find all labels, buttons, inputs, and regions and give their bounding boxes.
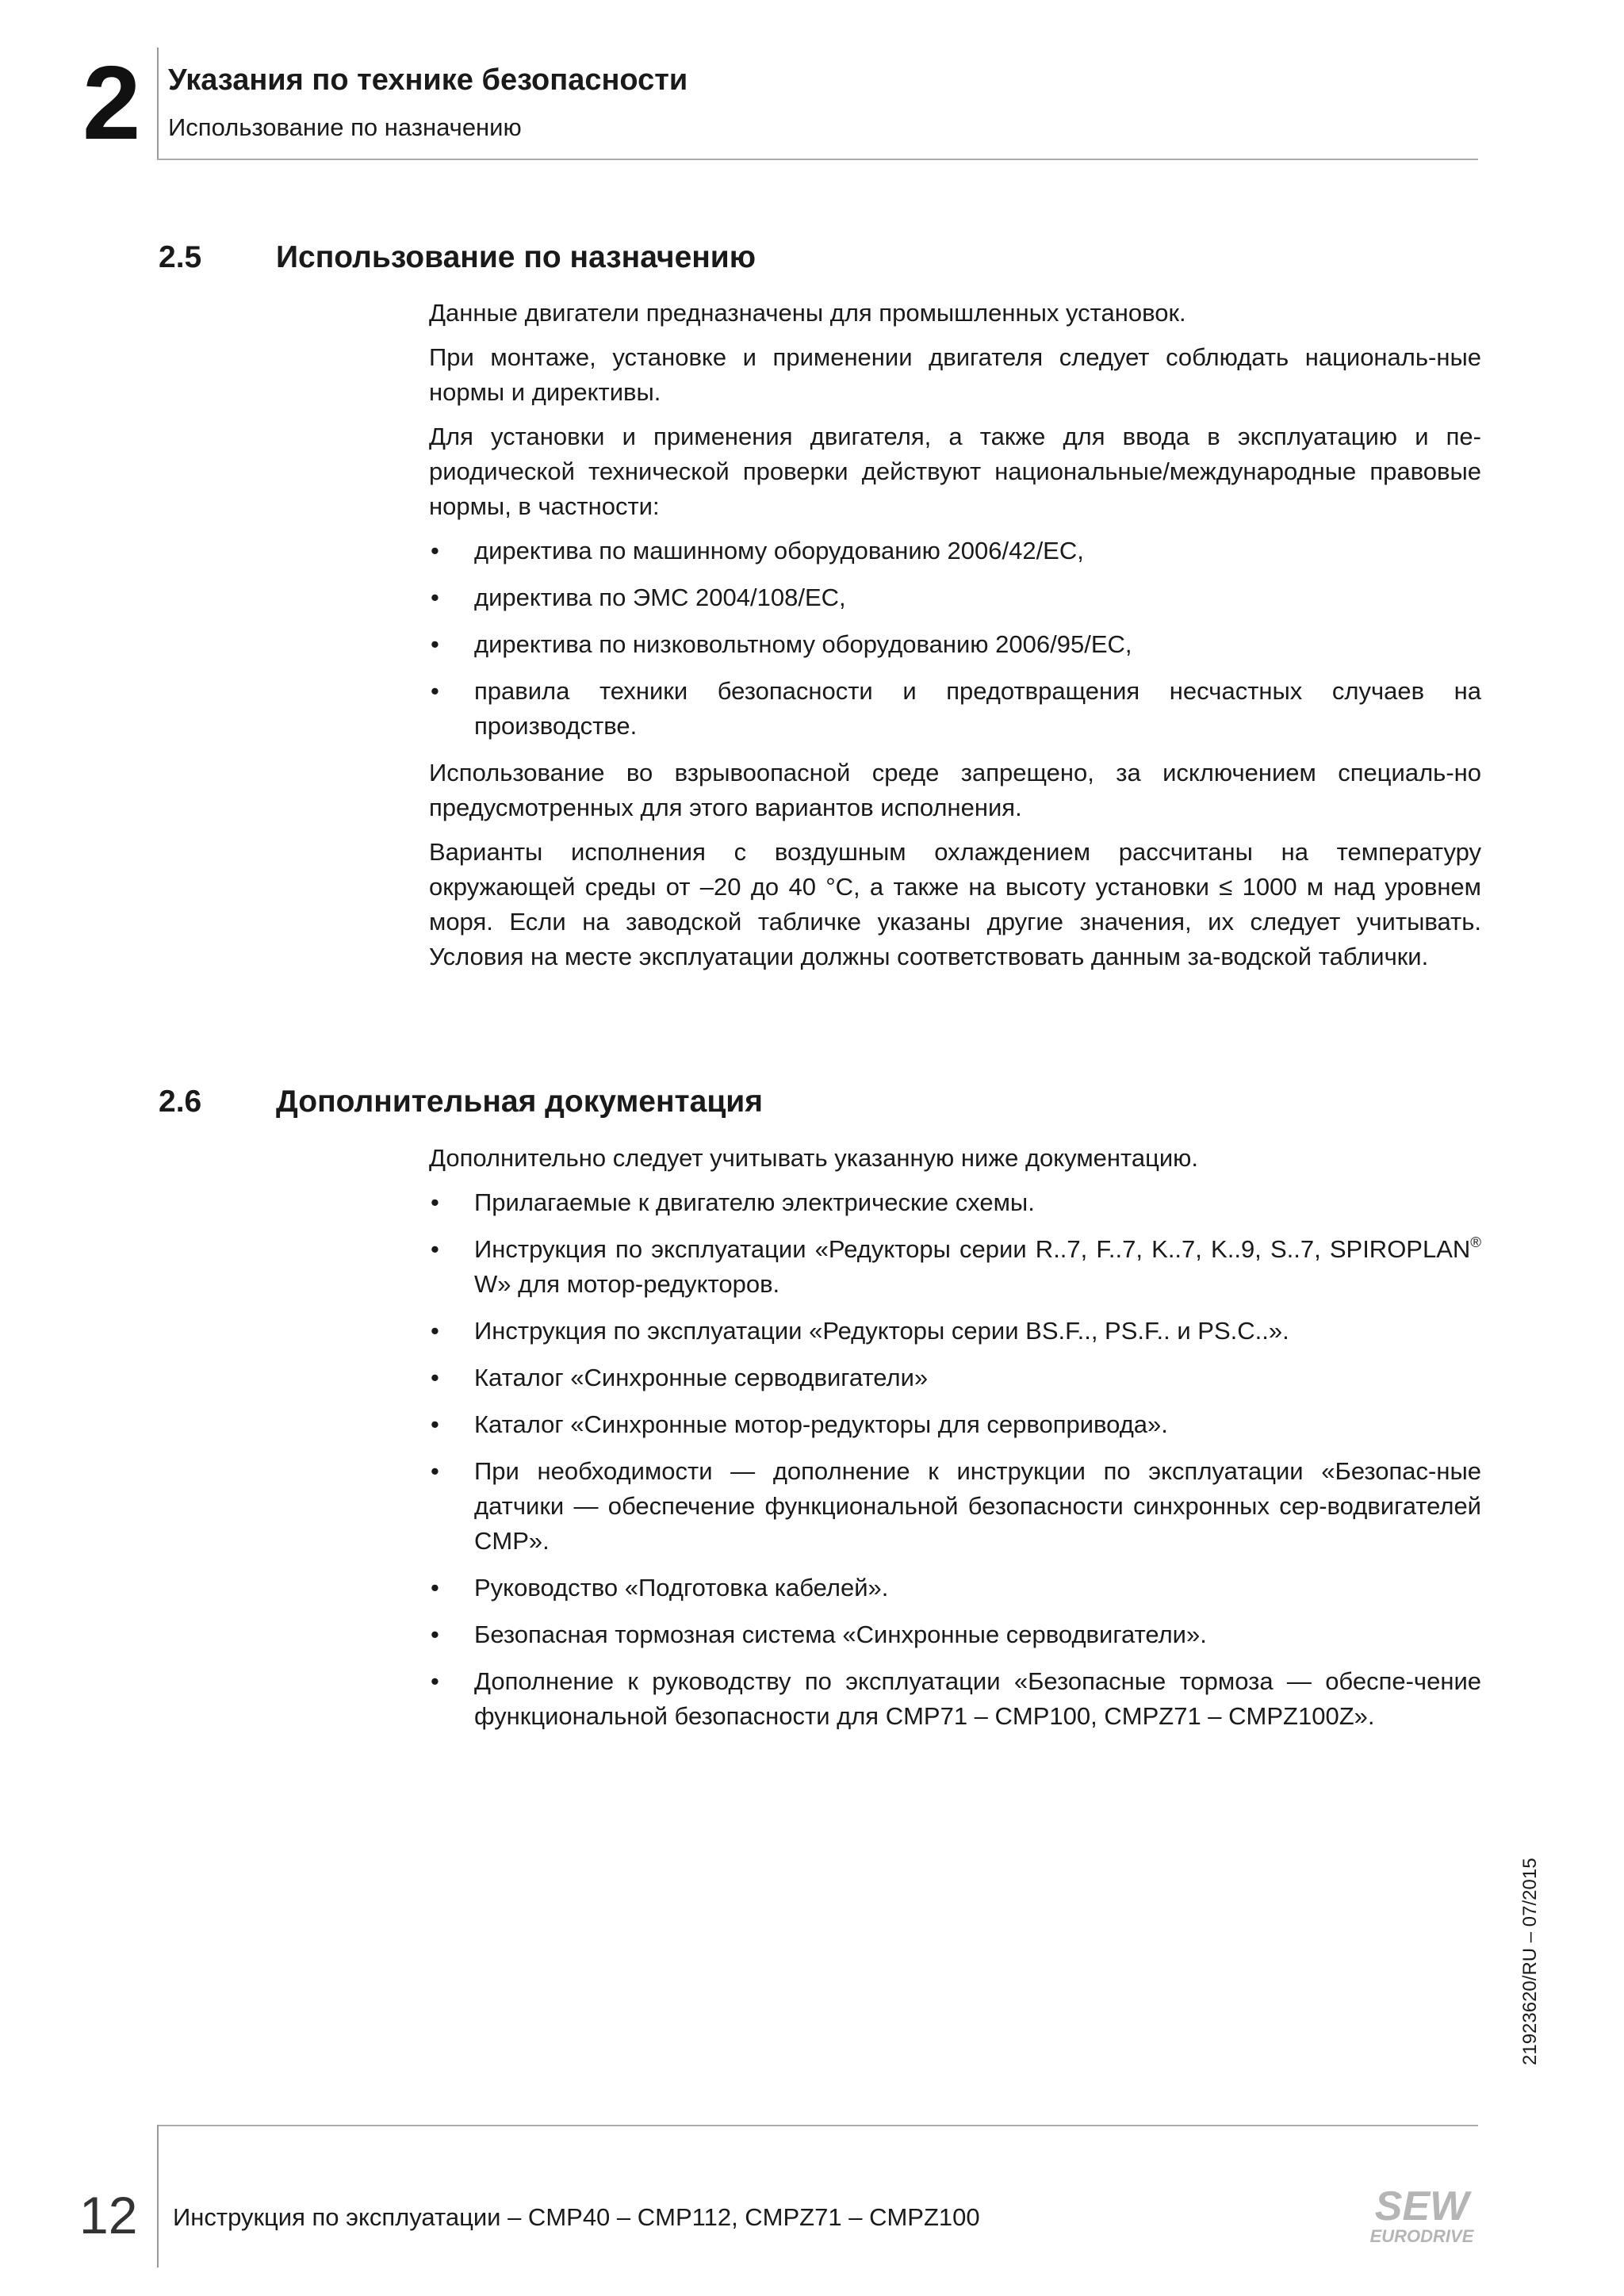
header-divider-horizontal (157, 159, 1478, 160)
chapter-title: Указания по технике безопасности (168, 63, 688, 97)
list-item: • директива по машинному оборудованию 2006/42/EC, (431, 537, 1084, 564)
header-divider-vertical (157, 48, 159, 159)
registered-mark: ® (1470, 1233, 1481, 1250)
paragraph: Данные двигатели предназначены для промышленных установок. (429, 299, 1186, 327)
list-item: • Каталог «Синхронные мотор-редукторы для сервопривода». (431, 1410, 1168, 1438)
bullet-list (429, 534, 1481, 744)
section-title: Использование по назначению (276, 240, 756, 274)
bullet-list (429, 1185, 1481, 1734)
list-item: • Руководство «Подготовка кабелей». (431, 1574, 889, 1601)
list-item: • Каталог «Синхронные серводвигатели» (431, 1364, 929, 1391)
paragraph: Дополнительно следует учитывать указанную ниже документацию. (429, 1144, 1199, 1172)
list-item: • Инструкция по эксплуатации «Редукторы серии BS.F.., PS.F.. и PS.C..». (431, 1317, 1289, 1345)
section-body-2-6 (429, 1141, 1481, 1746)
section-heading-2-6 (159, 1085, 763, 1119)
list-item: • Безопасная тормозная система «Синхронные серводвигатели». (431, 1621, 1207, 1648)
paragraph: При монтаже, установке и применении двигателя следует соблюдать националь-ные нормы и директивы. (429, 343, 1481, 406)
list-item: • директива по низковольтному оборудованию 2006/95/EC, (431, 630, 1132, 658)
section-number: 2.6 (159, 1085, 202, 1119)
footer-document-title: Инструкция по эксплуатации – CMP40 – CMP112, CMPZ71 – CMPZ100 (173, 2203, 980, 2231)
chapter-subtitle: Использование по назначению (168, 113, 522, 141)
section-number: 2.5 (159, 240, 202, 274)
logo-subword: EURODRIVE (1369, 2226, 1474, 2246)
sew-eurodrive-logo (1362, 2182, 1481, 2248)
list-item: • директива по ЭМС 2004/108/EC, (431, 584, 846, 611)
chapter-number: 2 (82, 44, 141, 161)
section-title: Дополнительная документация (276, 1085, 764, 1119)
paragraph: Для установки и применения двигателя, а также для ввода в эксплуатацию и пе-риодической технической проверки действуют национальные/международные правовые нормы, в частности: (429, 423, 1481, 520)
logo-wordmark: SEW (1374, 2183, 1469, 2229)
footer-divider-vertical (157, 2125, 159, 2267)
section-heading-2-5 (159, 240, 756, 275)
list-item: • При необходимости — дополнение к инструкции по эксплуатации «Безопас-ные датчики — обеспечение функциональной безопасности синхронных сер-водвигателей CMP». (431, 1457, 1481, 1555)
list-item: • Инструкция по эксплуатации «Редукторы серии R..7, F..7, K..7, K..9, S..7, SPIROPLAN® W» для мотор-редукторов. (431, 1233, 1481, 1298)
list-item: • Дополнение к руководству по эксплуатации «Безопасные тормоза — обеспе-чение функциональной безопасности для CMP71 – CMP100, CMPZ71 – CMPZ100Z». (431, 1667, 1481, 1730)
footer-divider-horizontal (157, 2125, 1478, 2126)
document-code: 21923620/RU – 07/2015 (1519, 1858, 1541, 2065)
list-item: • Прилагаемые к двигателю электрические схемы. (431, 1188, 1035, 1216)
list-item: • правила техники безопасности и предотвращения несчастных случаев на производстве. (431, 677, 1481, 740)
paragraph: Варианты исполнения с воздушным охлаждением рассчитаны на температуру окружающей среды от –20 до 40 °C, а также на высоту установки ≤ 1000 м над уровнем моря. Если на заводской табличке указаны другие значения, их следует учитывать. Условия на месте эксплуатации должны соответствовать данным за-водской таблички. (429, 838, 1481, 970)
section-body-2-5 (429, 296, 1481, 984)
page-number: 12 (79, 2186, 138, 2244)
paragraph: Использование во взрывоопасной среде запрещено, за исключением специаль-но предусмотренных для этого вариантов исполнения. (429, 759, 1481, 821)
